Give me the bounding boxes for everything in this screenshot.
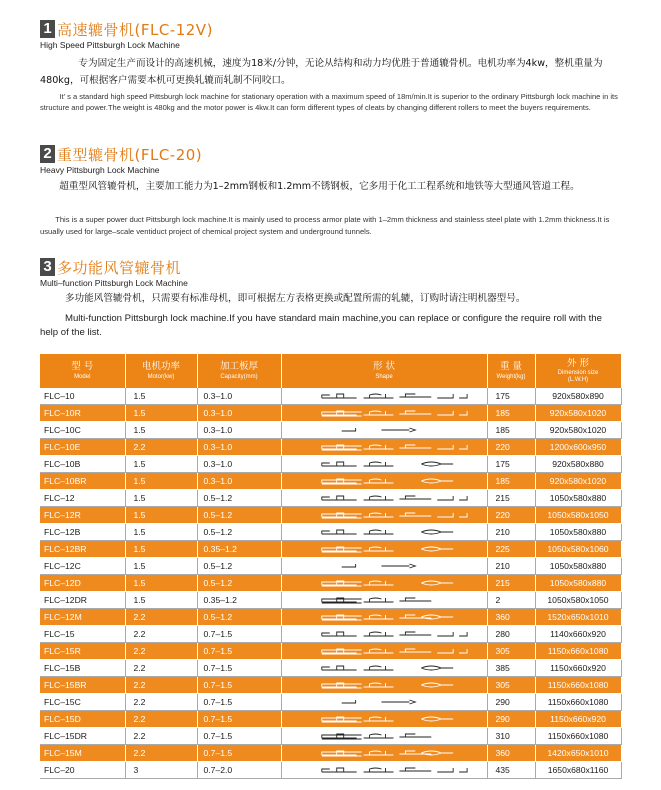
cleat-profile-drawing bbox=[282, 626, 487, 642]
shape-cell bbox=[281, 575, 487, 592]
table-row bbox=[40, 388, 621, 405]
profile-stroke-dlock bbox=[421, 717, 453, 721]
shape-cell bbox=[281, 694, 487, 711]
table-row bbox=[40, 473, 621, 490]
capacity-cell: 0.35–1.2 bbox=[197, 592, 281, 609]
shape-cell bbox=[281, 439, 487, 456]
profile-stroke-flat bbox=[399, 394, 431, 397]
model-cell: FLC–10B bbox=[40, 456, 125, 473]
table-row bbox=[40, 762, 621, 779]
weight-cell: 220 bbox=[487, 439, 535, 456]
capacity-cell: 0.7–1.5 bbox=[197, 694, 281, 711]
header-dimension: 外 形 Dimension size (L.W.H) bbox=[535, 354, 621, 388]
profile-stroke-snap bbox=[363, 751, 393, 755]
weight-cell: 185 bbox=[487, 422, 535, 439]
cleat-profile-drawing bbox=[282, 558, 487, 574]
motor-cell: 1.5 bbox=[125, 456, 197, 473]
profile-stroke-flat bbox=[399, 513, 431, 516]
profile-stroke-dlock bbox=[421, 479, 453, 483]
capacity-cell: 0.3–1.0 bbox=[197, 456, 281, 473]
profile-stroke-snap bbox=[363, 394, 393, 398]
table-row bbox=[40, 745, 621, 762]
cleat-profile-drawing bbox=[282, 507, 487, 523]
capacity-cell: 0.5–1.2 bbox=[197, 558, 281, 575]
model-cell: FLC–10R bbox=[40, 405, 125, 422]
section-2-description-zh: 超重型风管辘骨机，主要加工能力为1–2mm钢板和1.2mm不锈钢板，它多用于化工工程系统和地铁等大型通风管道工程。 bbox=[59, 181, 580, 192]
model-cell: FLC–12DR bbox=[40, 592, 125, 609]
cleat-profile-drawing bbox=[282, 711, 487, 727]
section-1-description-en: It’ s a standard high speed Pittsburgh lock machine for stationary operation with a maximum speed of 18m/min.It is superior to the ordinary Pittsburgh lock machine in its structure and power.The weight is 480kg and the motor power is 4kw.It can form different types of cleats by changing different rollers to meet the buyers requirements. bbox=[40, 92, 618, 112]
table-row bbox=[40, 660, 621, 677]
profile-stroke-snap bbox=[363, 683, 393, 687]
dimension-cell: 1050x580x880 bbox=[535, 524, 621, 541]
capacity-cell: 0.3–1.0 bbox=[197, 388, 281, 405]
weight-cell: 305 bbox=[487, 677, 535, 694]
profile-stroke-flat bbox=[399, 598, 431, 601]
profile-stroke-snap bbox=[363, 411, 393, 415]
profile-stroke-flat bbox=[399, 496, 431, 499]
section-1-heading bbox=[40, 18, 213, 40]
table-row bbox=[40, 728, 621, 745]
dimension-cell: 1420x650x1010 bbox=[535, 745, 621, 762]
profile-stroke-hook bbox=[437, 411, 467, 415]
profile-stroke-snap bbox=[363, 479, 393, 483]
profile-stroke-snap bbox=[363, 768, 393, 772]
table-row bbox=[40, 677, 621, 694]
profile-stroke-dlock bbox=[421, 581, 453, 585]
profile-stroke-flat bbox=[399, 734, 431, 737]
weight-cell: 360 bbox=[487, 745, 535, 762]
cleat-profile-drawing bbox=[282, 745, 487, 761]
capacity-cell: 0.7–1.5 bbox=[197, 745, 281, 762]
cleat-profile-drawing bbox=[282, 694, 487, 710]
shape-cell bbox=[281, 456, 487, 473]
capacity-cell: 0.3–1.0 bbox=[197, 422, 281, 439]
profile-stroke-snap bbox=[363, 598, 393, 602]
shape-cell bbox=[281, 524, 487, 541]
profile-stroke-hook bbox=[437, 649, 467, 653]
dimension-cell: 1150x660x920 bbox=[535, 660, 621, 677]
motor-cell: 2.2 bbox=[125, 677, 197, 694]
profile-stroke-dlock bbox=[421, 530, 453, 534]
motor-cell: 1.5 bbox=[125, 524, 197, 541]
shape-cell bbox=[281, 643, 487, 660]
profile-stroke-pitt bbox=[321, 530, 356, 534]
cleat-profile-drawing bbox=[282, 490, 487, 506]
weight-cell: 290 bbox=[487, 711, 535, 728]
cleat-profile-drawing bbox=[282, 643, 487, 659]
table-header-row bbox=[40, 354, 621, 388]
capacity-cell: 0.7–1.5 bbox=[197, 626, 281, 643]
table-row bbox=[40, 558, 621, 575]
profile-stroke-pitt bbox=[321, 496, 356, 500]
cleat-profile-drawing bbox=[282, 541, 487, 557]
dimension-cell: 1050x580x1060 bbox=[535, 541, 621, 558]
model-cell: FLC–10C bbox=[40, 422, 125, 439]
profile-stroke-dlock bbox=[421, 666, 453, 670]
profile-stroke-slide bbox=[381, 700, 415, 704]
section-3-description-zh: 多功能风管辘骨机，只需要有标准母机，即可根据左方表格更换或配置所需的轧辘，订购时请注明机器型号。 bbox=[64, 293, 526, 304]
motor-cell: 2.2 bbox=[125, 728, 197, 745]
profile-stroke-dlock bbox=[421, 751, 453, 755]
dimension-cell: 1050x580x1050 bbox=[535, 592, 621, 609]
model-cell: FLC–10 bbox=[40, 388, 125, 405]
motor-cell: 3 bbox=[125, 762, 197, 779]
weight-cell: 360 bbox=[487, 609, 535, 626]
section-subtitle: Multi–function Pittsburgh Lock Machine bbox=[40, 278, 188, 288]
cleat-profile-drawing bbox=[282, 762, 487, 778]
capacity-cell: 0.5–1.2 bbox=[197, 507, 281, 524]
profile-stroke-pitt bbox=[321, 666, 356, 670]
capacity-cell: 0.5–1.2 bbox=[197, 575, 281, 592]
header-shape: 形 状 Shape bbox=[281, 354, 487, 388]
weight-cell: 210 bbox=[487, 558, 535, 575]
shape-cell bbox=[281, 609, 487, 626]
capacity-cell: 0.5–1.2 bbox=[197, 609, 281, 626]
table-row bbox=[40, 422, 621, 439]
section-2-heading bbox=[40, 143, 202, 165]
profile-stroke-pitt bbox=[321, 462, 356, 466]
motor-cell: 2.2 bbox=[125, 711, 197, 728]
profile-stroke-hook bbox=[437, 445, 467, 449]
dimension-cell: 1050x580x880 bbox=[535, 575, 621, 592]
model-cell: FLC–20 bbox=[40, 762, 125, 779]
profile-stroke-dlock bbox=[421, 615, 453, 619]
weight-cell: 220 bbox=[487, 507, 535, 524]
cleat-profile-drawing bbox=[282, 677, 487, 693]
profile-stroke-slide bbox=[381, 564, 415, 568]
motor-cell: 2.2 bbox=[125, 745, 197, 762]
cleat-profile-drawing bbox=[282, 575, 487, 591]
motor-cell: 2.2 bbox=[125, 660, 197, 677]
table-row bbox=[40, 592, 621, 609]
shape-cell bbox=[281, 626, 487, 643]
profile-stroke-snap bbox=[363, 734, 393, 738]
table-row bbox=[40, 524, 621, 541]
table-row bbox=[40, 694, 621, 711]
model-cell: FLC–15C bbox=[40, 694, 125, 711]
section-title: 多功能风管辘骨机 bbox=[57, 258, 182, 277]
table-row bbox=[40, 575, 621, 592]
dimension-cell: 920x580x880 bbox=[535, 456, 621, 473]
header-motor: 电机功率 Motor(kw) bbox=[125, 354, 197, 388]
motor-cell: 1.5 bbox=[125, 592, 197, 609]
profile-stroke-dlock bbox=[421, 547, 453, 551]
model-cell: FLC–10BR bbox=[40, 473, 125, 490]
section-number: 1 bbox=[40, 20, 55, 38]
model-cell: FLC–15M bbox=[40, 745, 125, 762]
dimension-cell: 1150x660x1080 bbox=[535, 643, 621, 660]
shape-cell bbox=[281, 388, 487, 405]
header-capacity: 加工板厚 Capacity(mm) bbox=[197, 354, 281, 388]
profile-stroke-snap bbox=[363, 581, 393, 585]
table-row bbox=[40, 439, 621, 456]
weight-cell: 185 bbox=[487, 473, 535, 490]
profile-stroke-flat bbox=[399, 768, 431, 771]
dimension-cell: 1150x660x920 bbox=[535, 711, 621, 728]
motor-cell: 1.5 bbox=[125, 422, 197, 439]
capacity-cell: 0.7–1.5 bbox=[197, 660, 281, 677]
shape-cell bbox=[281, 422, 487, 439]
profile-stroke-hook bbox=[437, 768, 467, 772]
model-cell: FLC–15B bbox=[40, 660, 125, 677]
table-row bbox=[40, 456, 621, 473]
weight-cell: 280 bbox=[487, 626, 535, 643]
profile-stroke-snap bbox=[363, 530, 393, 534]
model-cell: FLC–12 bbox=[40, 490, 125, 507]
motor-cell: 1.5 bbox=[125, 388, 197, 405]
section-title: 高速辘骨机(FLC-12V) bbox=[57, 20, 213, 39]
weight-cell: 2 bbox=[487, 592, 535, 609]
profile-stroke-snap bbox=[363, 615, 393, 619]
profile-stroke-flat bbox=[399, 649, 431, 652]
model-cell: FLC–12D bbox=[40, 575, 125, 592]
profile-stroke-slide bbox=[381, 428, 415, 432]
table-row bbox=[40, 405, 621, 422]
motor-cell: 1.5 bbox=[125, 507, 197, 524]
table-row bbox=[40, 490, 621, 507]
capacity-cell: 0.3–1.0 bbox=[197, 473, 281, 490]
profile-stroke-flat bbox=[399, 445, 431, 448]
profile-stroke-cap bbox=[341, 700, 355, 703]
profile-stroke-cap bbox=[341, 564, 355, 567]
model-cell: FLC–12C bbox=[40, 558, 125, 575]
weight-cell: 215 bbox=[487, 575, 535, 592]
model-cell: FLC–12M bbox=[40, 609, 125, 626]
shape-cell bbox=[281, 507, 487, 524]
shape-cell bbox=[281, 405, 487, 422]
weight-cell: 310 bbox=[487, 728, 535, 745]
cleat-profile-drawing bbox=[282, 524, 487, 540]
profile-stroke-flat bbox=[399, 632, 431, 635]
model-cell: FLC–15D bbox=[40, 711, 125, 728]
motor-cell: 2.2 bbox=[125, 439, 197, 456]
model-cell: FLC–12BR bbox=[40, 541, 125, 558]
profile-stroke-snap bbox=[363, 547, 393, 551]
shape-cell bbox=[281, 490, 487, 507]
profile-stroke-snap bbox=[363, 496, 393, 500]
profile-stroke-hook bbox=[437, 513, 467, 517]
motor-cell: 1.5 bbox=[125, 558, 197, 575]
weight-cell: 175 bbox=[487, 456, 535, 473]
capacity-cell: 0.5–1.2 bbox=[197, 524, 281, 541]
dimension-cell: 1050x580x880 bbox=[535, 558, 621, 575]
model-cell: FLC–15DR bbox=[40, 728, 125, 745]
shape-cell bbox=[281, 728, 487, 745]
profile-stroke-snap bbox=[363, 513, 393, 517]
motor-cell: 1.5 bbox=[125, 490, 197, 507]
shape-cell bbox=[281, 558, 487, 575]
shape-cell bbox=[281, 762, 487, 779]
cleat-profile-drawing bbox=[282, 439, 487, 455]
model-cell: FLC–10E bbox=[40, 439, 125, 456]
capacity-cell: 0.7–1.5 bbox=[197, 643, 281, 660]
weight-cell: 215 bbox=[487, 490, 535, 507]
capacity-cell: 0.7–2.0 bbox=[197, 762, 281, 779]
section-3-heading bbox=[40, 256, 181, 278]
cleat-profile-drawing bbox=[282, 422, 487, 438]
profile-stroke-hook bbox=[437, 394, 467, 398]
cleat-profile-drawing bbox=[282, 660, 487, 676]
dimension-cell: 920x580x1020 bbox=[535, 405, 621, 422]
table-row bbox=[40, 541, 621, 558]
table-row bbox=[40, 643, 621, 660]
cleat-profile-drawing bbox=[282, 728, 487, 744]
model-cell: FLC–12R bbox=[40, 507, 125, 524]
capacity-cell: 0.3–1.0 bbox=[197, 439, 281, 456]
section-number: 3 bbox=[40, 258, 55, 276]
cleat-profile-drawing bbox=[282, 592, 487, 608]
capacity-cell: 0.35–1.2 bbox=[197, 541, 281, 558]
dimension-cell: 1050x580x880 bbox=[535, 490, 621, 507]
profile-stroke-pitt bbox=[321, 768, 356, 772]
motor-cell: 1.5 bbox=[125, 541, 197, 558]
motor-cell: 2.2 bbox=[125, 643, 197, 660]
table-row bbox=[40, 711, 621, 728]
section-subtitle: High Speed Pittsburgh Lock Machine bbox=[40, 40, 180, 50]
cleat-profile-drawing bbox=[282, 405, 487, 421]
header-model: 型 号 Model bbox=[40, 354, 125, 388]
dimension-cell: 1650x680x1160 bbox=[535, 762, 621, 779]
shape-cell bbox=[281, 745, 487, 762]
dimension-cell: 1150x660x1080 bbox=[535, 728, 621, 745]
motor-cell: 2.2 bbox=[125, 609, 197, 626]
motor-cell: 1.5 bbox=[125, 473, 197, 490]
model-cell: FLC–15BR bbox=[40, 677, 125, 694]
capacity-cell: 0.7–1.5 bbox=[197, 677, 281, 694]
model-cell: FLC–12B bbox=[40, 524, 125, 541]
weight-cell: 185 bbox=[487, 405, 535, 422]
section-subtitle: Heavy Pittsburgh Lock Machine bbox=[40, 165, 160, 175]
profile-stroke-hook bbox=[437, 632, 467, 636]
section-number: 2 bbox=[40, 145, 55, 163]
dimension-cell: 1140x660x920 bbox=[535, 626, 621, 643]
weight-cell: 290 bbox=[487, 694, 535, 711]
shape-cell bbox=[281, 711, 487, 728]
cleat-profile-drawing bbox=[282, 388, 487, 404]
weight-cell: 175 bbox=[487, 388, 535, 405]
motor-cell: 1.5 bbox=[125, 405, 197, 422]
motor-cell: 1.5 bbox=[125, 575, 197, 592]
capacity-cell: 0.3–1.0 bbox=[197, 405, 281, 422]
capacity-cell: 0.7–1.5 bbox=[197, 728, 281, 745]
dimension-cell: 1150x660x1080 bbox=[535, 677, 621, 694]
weight-cell: 385 bbox=[487, 660, 535, 677]
profile-stroke-snap bbox=[363, 462, 393, 466]
spec-table bbox=[40, 354, 622, 779]
section-2-description-en: This is a super power duct Pittsburgh lock machine.It is mainly used to process armor plate with 1–2mm thickness and stainless steel plate with 1.2mm thickness.It is usually used for large–scale ventiduct project of chemical project system and underground tunnels. bbox=[40, 215, 610, 236]
dimension-cell: 1150x660x1080 bbox=[535, 694, 621, 711]
profile-stroke-pitt bbox=[321, 394, 356, 398]
weight-cell: 210 bbox=[487, 524, 535, 541]
profile-stroke-snap bbox=[363, 632, 393, 636]
shape-cell bbox=[281, 660, 487, 677]
dimension-cell: 1050x580x1050 bbox=[535, 507, 621, 524]
profile-stroke-snap bbox=[363, 649, 393, 653]
weight-cell: 435 bbox=[487, 762, 535, 779]
cleat-profile-drawing bbox=[282, 609, 487, 625]
shape-cell bbox=[281, 541, 487, 558]
profile-stroke-hook bbox=[437, 496, 467, 500]
header-weight: 重 量 Weight(kg) bbox=[487, 354, 535, 388]
cleat-profile-drawing bbox=[282, 473, 487, 489]
shape-cell bbox=[281, 473, 487, 490]
profile-stroke-flat bbox=[399, 411, 431, 414]
capacity-cell: 0.5–1.2 bbox=[197, 490, 281, 507]
profile-stroke-pitt bbox=[321, 632, 356, 636]
dimension-cell: 1520x650x1010 bbox=[535, 609, 621, 626]
profile-stroke-snap bbox=[363, 666, 393, 670]
weight-cell: 225 bbox=[487, 541, 535, 558]
motor-cell: 2.2 bbox=[125, 626, 197, 643]
section-1-description-zh: 专为固定生产而设计的高速机械，速度为18米/分钟，无论从结构和动力均优胜于普通辘骨机。电机功率为4kw，整机重量为480kg，可根据客户需要本机可更换轧辘而轧制不同咬口。 bbox=[40, 58, 603, 86]
model-cell: FLC–15 bbox=[40, 626, 125, 643]
shape-cell bbox=[281, 677, 487, 694]
dimension-cell: 920x580x1020 bbox=[535, 473, 621, 490]
shape-cell bbox=[281, 592, 487, 609]
section-3-description-en: Multi-function Pittsburgh lock machine.If you have standard main machine,you can replace or configure the require roll with the help of the list. bbox=[40, 313, 602, 338]
capacity-cell: 0.7–1.5 bbox=[197, 711, 281, 728]
profile-stroke-dlock bbox=[421, 462, 453, 466]
profile-stroke-snap bbox=[363, 717, 393, 721]
dimension-cell: 920x580x1020 bbox=[535, 422, 621, 439]
model-cell: FLC–15R bbox=[40, 643, 125, 660]
profile-stroke-cap bbox=[341, 428, 355, 431]
profile-stroke-snap bbox=[363, 445, 393, 449]
table-row bbox=[40, 609, 621, 626]
motor-cell: 2.2 bbox=[125, 694, 197, 711]
weight-cell: 305 bbox=[487, 643, 535, 660]
table-row bbox=[40, 507, 621, 524]
dimension-cell: 920x580x890 bbox=[535, 388, 621, 405]
section-title: 重型辘骨机(FLC-20) bbox=[57, 145, 203, 164]
table-row bbox=[40, 626, 621, 643]
dimension-cell: 1200x600x950 bbox=[535, 439, 621, 456]
cleat-profile-drawing bbox=[282, 456, 487, 472]
profile-stroke-dlock bbox=[421, 683, 453, 687]
